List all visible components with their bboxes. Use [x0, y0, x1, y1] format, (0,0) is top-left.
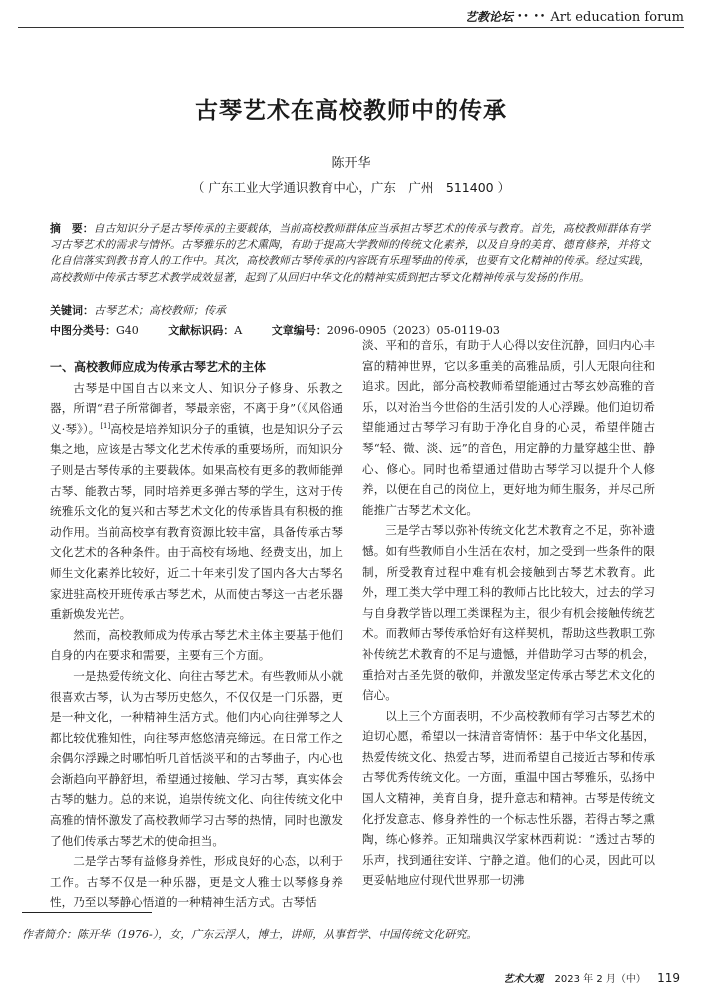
- abstract-label: 摘 要：: [50, 222, 94, 235]
- doc-code-label: 文献标识码：: [168, 324, 235, 337]
- article-number-value: 2096-0905（2023）05-0119-03: [326, 324, 500, 337]
- abstract: [50, 221, 650, 286]
- body-paragraph: 二是学古琴有益修身养性，形成良好的心态，以利于工作。古琴不仅是一种乐器，更是文人雅士以琴修身养性，乃至以琴静心悟道的一种精神生活方式。古琴恬: [50, 854, 343, 910]
- keywords: [50, 302, 650, 318]
- doc-code-value: A: [234, 324, 243, 337]
- footer-journal: 艺术大观: [503, 974, 544, 985]
- running-header: [465, 8, 684, 26]
- author-name: 陈开华: [331, 156, 371, 171]
- citation-ref: [1]: [100, 421, 111, 430]
- body-column-left: [50, 357, 343, 913]
- article-title: 古琴艺术在高校教师中的传承: [195, 98, 507, 124]
- section-heading: 一、高校教师应成为传承古琴艺术的主体: [50, 360, 267, 374]
- body-paragraph: 一是热爱传统文化、向往古琴艺术。有些教师从小就很喜欢古琴，认为古琴历史悠久，不仅仅是一门乐器，更是一种文化，一种精神生活方式。他们内心向往弹琴之人都比较优雅知性，向往琴声悠悠清亮缔远。在日常工作之余偶尔浮躁之时哪怕听几首恬淡平和的古琴曲子，内心也会渐趋向平静舒坦，希望通过接触、学习古琴，真实体会古琴的魅力。总的来说，追崇传统文化、向往传统文化中高雅的情怀激发了高校教师学习古琴的热情，同时也激发了他们传承古琴艺术的使命担当。: [50, 668, 343, 848]
- page-number: 119: [657, 971, 680, 985]
- page-footer: [503, 970, 680, 985]
- article-number-label: 文章编号：: [271, 324, 327, 337]
- abstract-text: 自古知识分子是古琴传承的主要载体，当前高校教师群体应当承担古琴艺术的传承与教育。首先，高校教师群体有学习古琴艺术的需求与情怀。古琴雅乐的艺术熏陶，有助于提高大学教师的传统文化素养，以及自身的美育、德育修养，并将文化自信落实到教书育人的工作中。其次，高校教师古琴传承的内容既有乐理琴曲的传承，也要有文化精神的传承。经过实践，高校教师中传承古琴艺术教学成效显著，起到了从回归中华文化的精神实质到把古琴文化精神传承与发扬的作用。: [50, 222, 651, 284]
- footer-issue: 2023 年 2 月（中）: [554, 974, 646, 985]
- header-dots: •• ••: [517, 12, 547, 22]
- body-paragraph-continued: 淡、平和的音乐，有助于人心得以安住沉静，回归内心丰富的精神世界，它以多重美的高雅品质，引人无限向往和追求。因此，部分高校教师希望能通过古琴玄妙高雅的音乐，以对治当今世俗的生活引发的人心浮躁。他们迫切希望能通过古琴学习有助于净化自身的心灵，希望伴随古琴“轻、微、淡、远”的音色，用定静的力量穿越尘世、静心、修心。同时也希望通过借助古琴学习以提升个人修养，以便在自己的岗位上，更好地为师生服务，并尽己所能推广古琴艺术文化。: [362, 338, 655, 517]
- journal-column-name: 艺教论坛: [464, 10, 513, 24]
- body-paragraph: 三是学古琴以弥补传统文化艺术教育之不足，弥补遗憾。如有些教师自小生活在农村，加之受到一些条件的限制，所受教育过程中难有机会接触到古琴艺术教育。此外，理工类大学中理工科的教师占比比较大，过去的学习与自身教学皆以理工类课程为主，很少有机会接触传统艺术。而教师古琴传承恰好有这样契机，帮助这些教职工弥补传统艺术教育的不足与遗憾，并借助学习古琴的机会，重拾对古圣先贤的敬仰，并激发坚定传承古琴艺术文化的信心。: [362, 523, 655, 703]
- keywords-text: 古琴艺术；高校教师；传承: [94, 304, 226, 317]
- clc-label: 中图分类号：: [50, 324, 116, 337]
- clc-value: G40: [116, 324, 139, 337]
- body-paragraph: 然而，高校教师成为传承古琴艺术主体主要基于他们自身的内在要求和需要，主要有三个方面。: [50, 627, 343, 663]
- journal-column-name-en: Art education forum: [550, 10, 684, 25]
- body-paragraph: 以上三个方面表明，不少高校教师有学习古琴艺术的迫切心愿，希望以一抹清音寄情怀：基于中华文化基因，热爱传统文化、热爱古琴，进而希望自己接近古琴和传承古琴优秀传统文化。一方面，重温中国古琴雅乐，弘扬中国人文精神，美育自身，提升意志和精神。古琴是传统文化抒发意志、修身养性的一个标志性乐器，若得古琴之熏陶，练心修养。正知瑞典汉学家林西莉说：“透过古琴的乐声，找到通往安详、宁静之道。他们的心灵，因此可以更妥帖地应付现代世界那一切沸: [362, 708, 655, 888]
- author-footnote: 作者简介：陈开华（1976-），女，广东云浮人，博士，讲师，从事哲学、中国传统文化研究。: [22, 928, 478, 941]
- body-column-right: [362, 335, 655, 891]
- author-affiliation: （ 广东工业大学通识教育中心，广东 广州 511400 ）: [191, 180, 511, 195]
- body-paragraph: 古琴是中国自古以来文人、知识分子修身、乐教之器，所谓“君子所常御者，琴最亲密，不离于身”（《风俗通义·琴》）。[1]高校是培养知识分子的重镇，也是知识分子云集之地，应该是古琴文化艺术传承的重要场所，而知识分子则是古琴传承的主要载体。如果高校有更多的教师能弹古琴、能教古琴，同时培养更多弹古琴的学生，这对于传统雅乐文化的复兴和古琴艺术文化的传承皆具有积极的推动作用。当前高校享有教育资源比较丰富，具备传承古琴文化艺术的各种条件。由于高校有场地、经费支出，加上师生文化素养比较好，近二十年来引发了国内各大古琴名家进驻高校开班传承古琴艺术，从而使古琴这一古老乐器重新焕发光芒。: [50, 380, 343, 622]
- header-divider: [18, 27, 684, 28]
- footnote-divider: [22, 912, 152, 913]
- keywords-label: 关键词：: [50, 304, 94, 317]
